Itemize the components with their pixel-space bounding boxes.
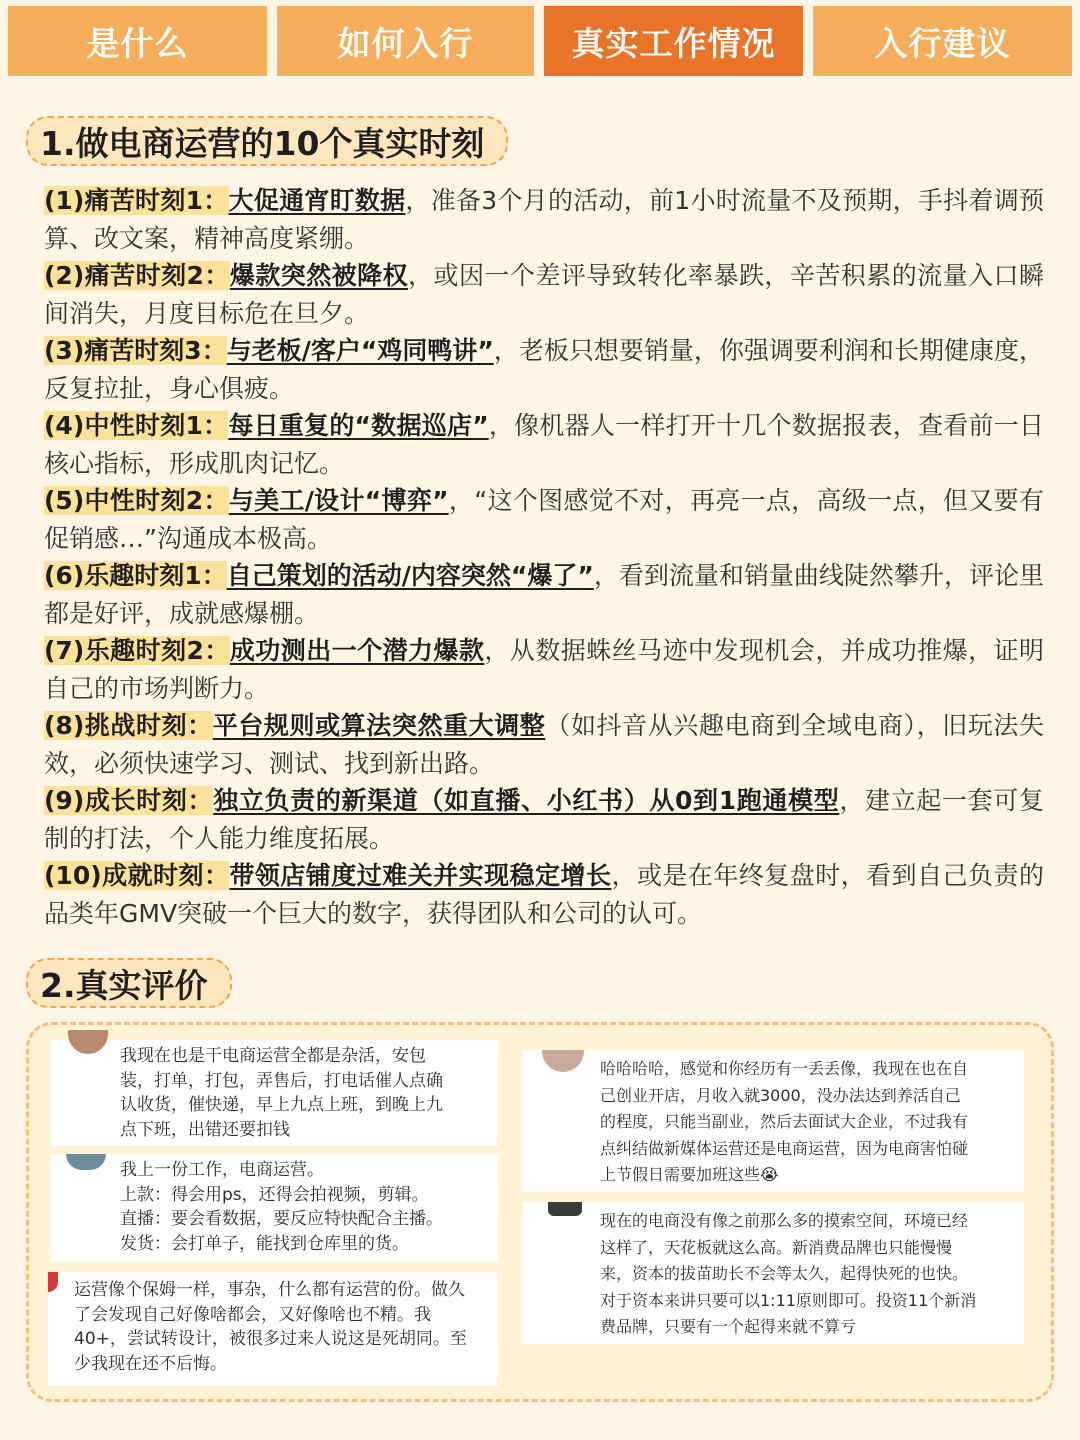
- moment-text: ，像机器人一样打开十几个数据报表，查看前一日核心指标，形成肌肉记忆。: [44, 411, 1044, 478]
- review-line: 这样了，天花板就这么高。新消费品牌也只能慢慢: [600, 1237, 953, 1257]
- review-line: 40+，尝试转设计，被很多过来人说这是死胡同。至: [74, 1329, 467, 1349]
- moment-label: (7)乐趣时刻2：: [44, 636, 230, 665]
- list-item: [44, 782, 1044, 857]
- moment-text: ，从数据蛛丝马迹中发现机会，并成功推爆，证明自己的市场判断力。: [44, 636, 1044, 703]
- moment-key: 大促通宵盯数据: [228, 186, 406, 215]
- moment-label: (4)中性时刻1：: [44, 411, 229, 440]
- moment-key: 每日重复的“数据巡店”: [228, 411, 489, 440]
- moment-label: (1)痛苦时刻1：: [44, 186, 229, 215]
- list-item: [44, 707, 1044, 782]
- moment-label: (3)痛苦时刻3：: [44, 336, 227, 365]
- moment-text: ，或是在年终复盘时，看到自己负责的品类年GMV突破一个巨大的数字，获得团队和公司的认可。: [44, 861, 1044, 928]
- tab-how-to-enter[interactable]: 如何入行: [277, 6, 534, 76]
- list-item: [44, 407, 1044, 482]
- avatar: [66, 1154, 106, 1170]
- moment-label: (10)成就时刻：: [44, 861, 230, 890]
- moment-key: 爆款突然被降权: [229, 261, 409, 290]
- moment-key: 带领店铺度过难关并实现稳定增长: [229, 861, 612, 890]
- section-title-moments: 1.做电商运营的10个真实时刻: [26, 116, 508, 166]
- moment-label: (8)挑战时刻：: [44, 711, 213, 740]
- moment-text: ，“这个图感觉不对，再亮一点，高级一点，但又要有促销感…”沟通成本极高。: [44, 486, 1044, 553]
- tab-real-work[interactable]: 真实工作情况: [544, 6, 803, 76]
- review-line: 了会发现自己好像啥都会，又好像啥也不精。我: [74, 1304, 431, 1325]
- review-line: 点纠结做新媒体运营还是电商运营，因为电商害怕碰: [600, 1138, 969, 1158]
- review-line: 己创业开店，月收入就3000，没办法达到养活自己: [600, 1085, 961, 1105]
- review-line: 来，资本的拔苗助长不会等太久，起得快死的也快。: [600, 1264, 969, 1283]
- moment-label: (2)痛苦时刻2：: [44, 261, 230, 290]
- review-line: 我上一份工作，电商运营。: [120, 1160, 324, 1180]
- review-line: 认收货，催快递，早上九点上班，到晚上九: [120, 1095, 443, 1115]
- review-line: 装，打单，打包，弄售后，打电话催人点确: [120, 1070, 443, 1091]
- moment-label: (5)中性时刻2：: [44, 486, 229, 515]
- review-card: [50, 1154, 498, 1262]
- list-item: [44, 482, 1044, 557]
- review-line: 点下班，出错还要扣钱: [120, 1119, 290, 1140]
- moment-label: (9)成长时刻：: [44, 786, 214, 815]
- review-text: [74, 1278, 484, 1376]
- list-item: [44, 557, 1044, 632]
- review-line: 直播：要会看数据，要反应特快配合主播。: [120, 1209, 443, 1229]
- moment-key: 平台规则或算法突然重大调整: [212, 711, 546, 740]
- review-line: 运营像个保姆一样，事杂，什么都有运营的份。做久: [74, 1280, 465, 1300]
- moment-label: (6)乐趣时刻1：: [44, 561, 227, 590]
- moment-key: 自己策划的活动/内容突然“爆了”: [226, 561, 594, 590]
- review-line: 少我现在还不后悔。: [74, 1353, 227, 1374]
- moment-text: ，老板只想要销量，你强调要利润和长期健康度，反复拉扯，身心俱疲。: [44, 336, 1044, 403]
- review-line: 哈哈哈哈，感觉和你经历有一丢丢像，我现在也在自: [600, 1059, 969, 1078]
- review-line: 上节假日需要加班这些😭: [600, 1165, 779, 1184]
- moment-key: 与美工/设计“博弈”: [228, 486, 449, 515]
- avatar: [68, 1030, 108, 1054]
- moment-text: ，准备3个月的活动，前1小时流量不及预期，手抖着调预算、改文案，精神高度紧绷。: [44, 186, 1044, 253]
- avatar: [48, 1272, 58, 1292]
- section-title-reviews: 2.真实评价: [26, 958, 232, 1008]
- moment-key: 独立负责的新渠道（如直播、小红书）从0到1跑通模型: [213, 786, 840, 815]
- review-card: [522, 1050, 1024, 1192]
- review-line: 我现在也是干电商运营全都是杂活，安包: [120, 1046, 426, 1066]
- review-text: [120, 1158, 490, 1256]
- moment-text: ，看到流量和销量曲线陡然攀升，评论里都是好评，成就感爆棚。: [44, 561, 1044, 628]
- moment-text: （如抖音从兴趣电商到全域电商），旧玩法失效，必须快速学习、测试、找到新出路。: [44, 711, 1044, 778]
- review-line: 发货：会打单子，能找到仓库里的货。: [120, 1233, 409, 1254]
- review-line: 上款：得会用ps，还得会拍视频，剪辑。: [120, 1184, 429, 1205]
- review-text: [600, 1056, 1010, 1189]
- tab-bar: [0, 0, 1080, 86]
- moment-text: ，或因一个差评导致转化率暴跌，辛苦积累的流量入口瞬间消失，月度目标危在旦夕。: [44, 261, 1044, 328]
- list-item: [44, 257, 1044, 332]
- review-line: 现在的电商没有像之前那么多的摸索空间，环境已经: [600, 1211, 969, 1230]
- moment-text: ，建立起一套可复制的打法，个人能力维度拓展。: [44, 786, 1044, 853]
- review-line: 对于资本来讲只要可以1:11原则即可。投资11个新消: [600, 1290, 977, 1310]
- list-item: [44, 857, 1044, 932]
- list-item: [44, 632, 1044, 707]
- review-line: 的程度，只能当副业，然后去面试大企业，不过我有: [600, 1112, 969, 1131]
- moments-list: [44, 182, 1044, 932]
- tab-what-is-it[interactable]: 是什么: [8, 6, 267, 76]
- review-text: [600, 1208, 1010, 1341]
- review-line: 费品牌，只要有一个起得来就不算亏: [600, 1317, 857, 1336]
- avatar: [548, 1202, 582, 1216]
- list-item: [44, 182, 1044, 257]
- avatar: [542, 1050, 584, 1072]
- review-card: [48, 1272, 498, 1386]
- moment-key: 与老板/客户“鸡同鸭讲”: [226, 336, 494, 365]
- moment-key: 成功测出一个潜力爆款: [229, 636, 485, 665]
- review-card: [50, 1040, 498, 1146]
- review-card: [522, 1202, 1024, 1344]
- list-item: [44, 332, 1044, 407]
- tab-advice[interactable]: 入行建议: [813, 6, 1072, 76]
- review-text: [120, 1044, 476, 1142]
